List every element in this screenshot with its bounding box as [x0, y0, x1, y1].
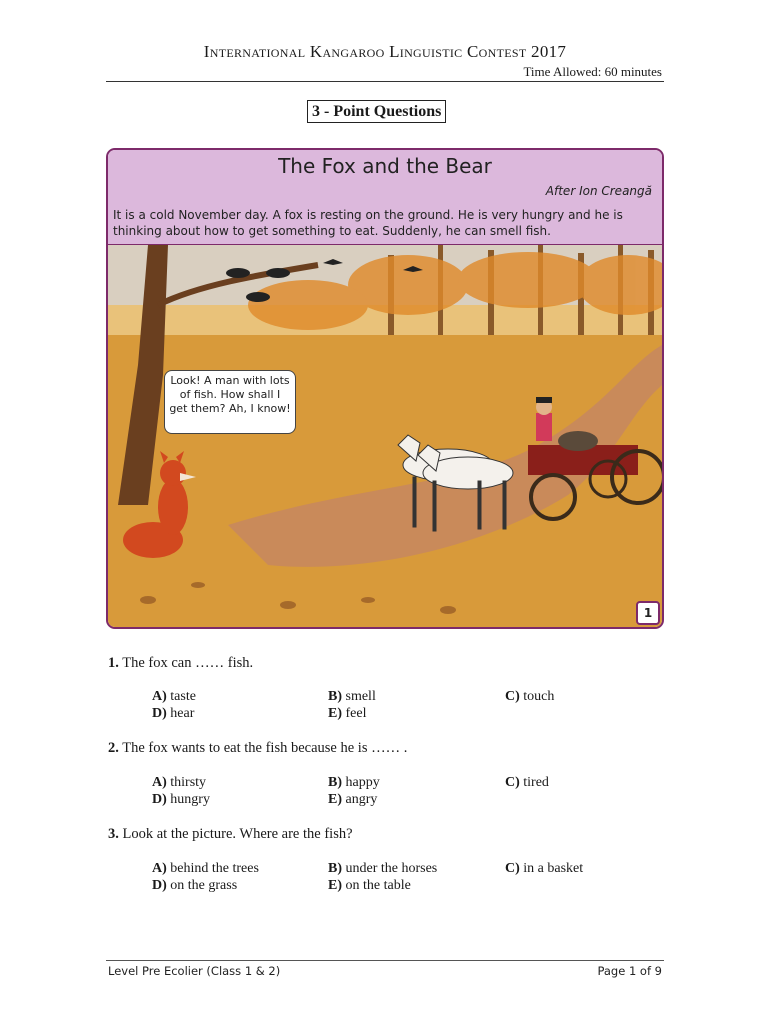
option-1a[interactable]: A) taste — [152, 689, 196, 704]
option-1e[interactable]: E) feel — [328, 706, 367, 721]
story-title: The Fox and the Bear — [278, 154, 492, 178]
contest-title: International Kangaroo Linguistic Contest 2017 — [203, 42, 567, 61]
option-3a[interactable]: A) behind the trees — [152, 861, 259, 876]
picture-number-badge: 1 — [636, 601, 660, 625]
option-1d[interactable]: D) hear — [152, 706, 195, 721]
story-header — [108, 150, 662, 245]
option-3b[interactable]: B) under the horses — [328, 861, 438, 876]
question-1 — [108, 655, 253, 672]
cart-driver — [536, 397, 552, 441]
question-text: The fox can …… fish. — [122, 655, 254, 671]
question-3 — [108, 826, 353, 843]
footer-divider — [106, 960, 664, 961]
story-author: After Ion Creangă — [545, 184, 652, 198]
fox-speech-bubble: Look! A man with lots of fish. How shall I get them? Ah, I know! — [164, 370, 296, 434]
question-number: 3. — [108, 826, 119, 842]
question-number: 1. — [108, 655, 119, 671]
story-illustration — [108, 245, 662, 627]
option-2d[interactable]: D) hungry — [152, 792, 210, 807]
option-1c[interactable]: C) touch — [505, 689, 555, 704]
question-text: Look at the picture. Where are the fish? — [122, 826, 353, 842]
story-text: It is a cold November day. A fox is resting on the ground. He is very hungry and he is thinking about how to get something to eat. Suddenly, he can smell fish. — [113, 208, 623, 238]
option-2e[interactable]: E) angry — [328, 792, 378, 807]
footer-level: Level Pre Ecolier (Class 1 & 2) — [108, 964, 281, 978]
section-heading: 3 - Point Questions — [307, 100, 446, 123]
option-1b[interactable]: B) smell — [328, 689, 376, 704]
option-2b[interactable]: B) happy — [328, 775, 380, 790]
time-allowed: Time Allowed: 60 minutes — [523, 64, 662, 79]
option-2a[interactable]: A) thirsty — [152, 775, 207, 790]
footer-page-number: Page 1 of 9 — [597, 964, 662, 978]
header-divider — [106, 81, 664, 82]
option-2c[interactable]: C) tired — [505, 775, 549, 790]
question-2 — [108, 740, 407, 757]
question-text: The fox wants to eat the fish because he is …… . — [122, 740, 408, 756]
question-number: 2. — [108, 740, 119, 756]
story-panel — [106, 148, 664, 629]
option-3d[interactable]: D) on the grass — [152, 878, 238, 893]
fish-basket — [558, 431, 598, 451]
option-3e[interactable]: E) on the table — [328, 878, 411, 893]
option-3c[interactable]: C) in a basket — [505, 861, 584, 876]
